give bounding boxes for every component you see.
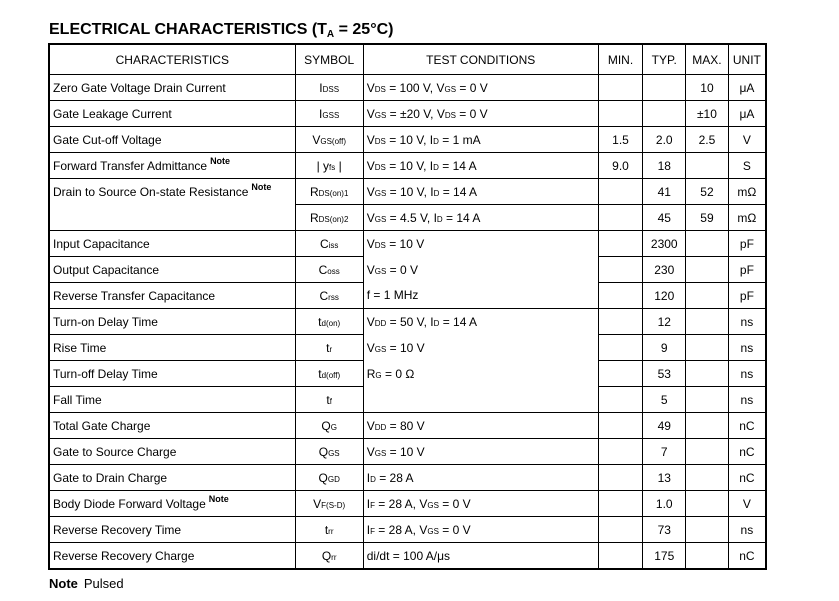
- table-row: [49, 335, 766, 361]
- table-row: [49, 75, 766, 101]
- cell-max: 2.5: [686, 127, 729, 153]
- cell-unit: V: [728, 491, 766, 517]
- cell-symbol: | yfs |: [295, 153, 363, 179]
- cell-min: [598, 257, 643, 283]
- cell-typ: [643, 101, 686, 127]
- header-typ: TYP.: [643, 44, 686, 75]
- cell-min: [598, 231, 643, 257]
- cell-test-condition: VGS = ±20 V, VDS = 0 V: [363, 101, 598, 127]
- cell-min: [598, 413, 643, 439]
- cell-characteristic: Gate to Source Charge: [49, 439, 295, 465]
- cell-characteristic: [49, 205, 295, 231]
- header-test-conditions: TEST CONDITIONS: [363, 44, 598, 75]
- cell-unit: nC: [728, 543, 766, 570]
- cell-symbol: tf: [295, 387, 363, 413]
- cell-max: [686, 491, 729, 517]
- cell-unit: pF: [728, 257, 766, 283]
- cell-unit: nC: [728, 439, 766, 465]
- cell-typ: 41: [643, 179, 686, 205]
- cell-characteristic: Output Capacitance: [49, 257, 295, 283]
- cell-min: [598, 517, 643, 543]
- cell-typ: [643, 75, 686, 101]
- cell-test-condition: VDS = 10 V: [363, 231, 598, 257]
- cell-typ: 53: [643, 361, 686, 387]
- cell-min: [598, 205, 643, 231]
- cell-unit: pF: [728, 231, 766, 257]
- table-row: [49, 283, 766, 309]
- cell-max: [686, 387, 729, 413]
- cell-test-condition: VDS = 10 V, ID = 14 A: [363, 153, 598, 179]
- footnote: Note Pulsed: [49, 576, 124, 591]
- cell-characteristic: Reverse Transfer Capacitance: [49, 283, 295, 309]
- cell-max: [686, 153, 729, 179]
- cell-max: [686, 517, 729, 543]
- cell-max: [686, 439, 729, 465]
- cell-max: [686, 335, 729, 361]
- cell-unit: nC: [728, 465, 766, 491]
- table-row: [49, 361, 766, 387]
- cell-characteristic: Turn-on Delay Time: [49, 309, 295, 335]
- cell-unit: ns: [728, 335, 766, 361]
- cell-min: [598, 361, 643, 387]
- cell-characteristic: Gate Cut-off Voltage: [49, 127, 295, 153]
- cell-characteristic: Total Gate Charge: [49, 413, 295, 439]
- cell-min: [598, 335, 643, 361]
- cell-min: [598, 543, 643, 570]
- table-row: [49, 439, 766, 465]
- cell-test-condition: [363, 387, 598, 413]
- section-title: ELECTRICAL CHARACTERISTICS $(T_A = 25^\circ C)$: [49, 21, 394, 40]
- cell-symbol: Ciss: [295, 231, 363, 257]
- cell-characteristic: Reverse Recovery Time: [49, 517, 295, 543]
- cell-min: [598, 387, 643, 413]
- cell-test-condition: VGS = 0 V: [363, 257, 598, 283]
- cell-symbol: trr: [295, 517, 363, 543]
- table-row: [49, 179, 766, 205]
- cell-min: 9.0: [598, 153, 643, 179]
- cell-unit: pF: [728, 283, 766, 309]
- cell-typ: 2300: [643, 231, 686, 257]
- cell-symbol: Qrr: [295, 543, 363, 570]
- cell-symbol: tr: [295, 335, 363, 361]
- table-header-row: [49, 44, 766, 75]
- cell-characteristic: Forward Transfer Admittance $^{Note}$: [49, 153, 295, 179]
- cell-typ: 18: [643, 153, 686, 179]
- cell-characteristic: Reverse Recovery Charge: [49, 543, 295, 570]
- cell-unit: mΩ: [728, 205, 766, 231]
- header-min: MIN.: [598, 44, 643, 75]
- cell-symbol: RDS(on)2: [295, 205, 363, 231]
- cell-test-condition: VGS = 10 V, ID = 14 A: [363, 179, 598, 205]
- cell-typ: 73: [643, 517, 686, 543]
- cell-test-condition: di/dt = 100 A/μs: [363, 543, 598, 570]
- cell-characteristic: Zero Gate Voltage Drain Current: [49, 75, 295, 101]
- table-row: [49, 231, 766, 257]
- cell-test-condition: ID = 28 A: [363, 465, 598, 491]
- table-row: [49, 101, 766, 127]
- header-unit: UNIT: [728, 44, 766, 75]
- cell-min: [598, 491, 643, 517]
- cell-unit: V: [728, 127, 766, 153]
- cell-max: 10: [686, 75, 729, 101]
- cell-test-condition: VGS = 4.5 V, ID = 14 A: [363, 205, 598, 231]
- note-marker: Note: [210, 155, 231, 166]
- cell-typ: 7: [643, 439, 686, 465]
- cell-test-condition: VDD = 50 V, ID = 14 A: [363, 309, 598, 335]
- cell-unit: mΩ: [728, 179, 766, 205]
- table-row: [49, 517, 766, 543]
- cell-max: [686, 231, 729, 257]
- cell-characteristic: Rise Time: [49, 335, 295, 361]
- cell-characteristic: Fall Time: [49, 387, 295, 413]
- cell-max: [686, 257, 729, 283]
- cell-min: 1.5: [598, 127, 643, 153]
- cell-max: 52: [686, 179, 729, 205]
- cell-typ: 120: [643, 283, 686, 309]
- cell-symbol: QGD: [295, 465, 363, 491]
- cell-symbol: td(on): [295, 309, 363, 335]
- cell-typ: 1.0: [643, 491, 686, 517]
- cell-symbol: Coss: [295, 257, 363, 283]
- header-characteristics: CHARACTERISTICS: [49, 44, 295, 75]
- cell-typ: 49: [643, 413, 686, 439]
- table-row: [49, 543, 766, 570]
- cell-symbol: VGS(off): [295, 127, 363, 153]
- cell-symbol: QGS: [295, 439, 363, 465]
- cell-symbol: Crss: [295, 283, 363, 309]
- cell-unit: ns: [728, 309, 766, 335]
- cell-min: [598, 101, 643, 127]
- cell-unit: ns: [728, 361, 766, 387]
- cell-min: [598, 309, 643, 335]
- cell-test-condition: RG = 0 Ω: [363, 361, 598, 387]
- cell-min: [598, 75, 643, 101]
- cell-typ: 13: [643, 465, 686, 491]
- note-marker: Note: [251, 181, 272, 192]
- cell-symbol: QG: [295, 413, 363, 439]
- cell-characteristic: Body Diode Forward Voltage $^{Note}$: [49, 491, 295, 517]
- note-marker: Note: [208, 493, 229, 504]
- cell-unit: μA: [728, 75, 766, 101]
- cell-max: 59: [686, 205, 729, 231]
- cell-unit: S: [728, 153, 766, 179]
- electrical-characteristics-table: [48, 43, 767, 570]
- table-row: [49, 491, 766, 517]
- cell-unit: ns: [728, 517, 766, 543]
- cell-characteristic: Drain to Source On-state Resistance $^{Note}$: [49, 179, 295, 205]
- cell-max: [686, 543, 729, 570]
- cell-typ: 2.0: [643, 127, 686, 153]
- cell-test-condition: IF = 28 A, VGS = 0 V: [363, 491, 598, 517]
- cell-max: [686, 361, 729, 387]
- table-row: [49, 309, 766, 335]
- table-row: [49, 465, 766, 491]
- header-symbol: SYMBOL: [295, 44, 363, 75]
- cell-min: [598, 283, 643, 309]
- table-row: [49, 127, 766, 153]
- table-row: [49, 153, 766, 179]
- cell-min: [598, 465, 643, 491]
- cell-max: [686, 465, 729, 491]
- table-row: [49, 257, 766, 283]
- cell-min: [598, 439, 643, 465]
- cell-max: ±10: [686, 101, 729, 127]
- cell-symbol: td(off): [295, 361, 363, 387]
- cell-symbol: VF(S-D): [295, 491, 363, 517]
- cell-symbol: IGSS: [295, 101, 363, 127]
- cell-typ: 45: [643, 205, 686, 231]
- cell-characteristic: Turn-off Delay Time: [49, 361, 295, 387]
- cell-test-condition: VGS = 10 V: [363, 439, 598, 465]
- cell-characteristic: Input Capacitance: [49, 231, 295, 257]
- cell-typ: 9: [643, 335, 686, 361]
- header-max: MAX.: [686, 44, 729, 75]
- cell-typ: 5: [643, 387, 686, 413]
- cell-typ: 175: [643, 543, 686, 570]
- cell-symbol: RDS(on)1: [295, 179, 363, 205]
- cell-typ: 12: [643, 309, 686, 335]
- cell-test-condition: IF = 28 A, VGS = 0 V: [363, 517, 598, 543]
- cell-max: [686, 283, 729, 309]
- cell-unit: nC: [728, 413, 766, 439]
- cell-max: [686, 309, 729, 335]
- table-row: [49, 205, 766, 231]
- cell-symbol: IDSS: [295, 75, 363, 101]
- cell-test-condition: f = 1 MHz: [363, 283, 598, 309]
- cell-test-condition: VGS = 10 V: [363, 335, 598, 361]
- cell-min: [598, 179, 643, 205]
- cell-max: [686, 413, 729, 439]
- cell-typ: 230: [643, 257, 686, 283]
- cell-characteristic: Gate to Drain Charge: [49, 465, 295, 491]
- cell-characteristic: Gate Leakage Current: [49, 101, 295, 127]
- cell-unit: ns: [728, 387, 766, 413]
- table-row: [49, 387, 766, 413]
- cell-test-condition: VDS = 100 V, VGS = 0 V: [363, 75, 598, 101]
- cell-unit: μA: [728, 101, 766, 127]
- cell-test-condition: VDD = 80 V: [363, 413, 598, 439]
- cell-test-condition: VDS = 10 V, ID = 1 mA: [363, 127, 598, 153]
- table-row: [49, 413, 766, 439]
